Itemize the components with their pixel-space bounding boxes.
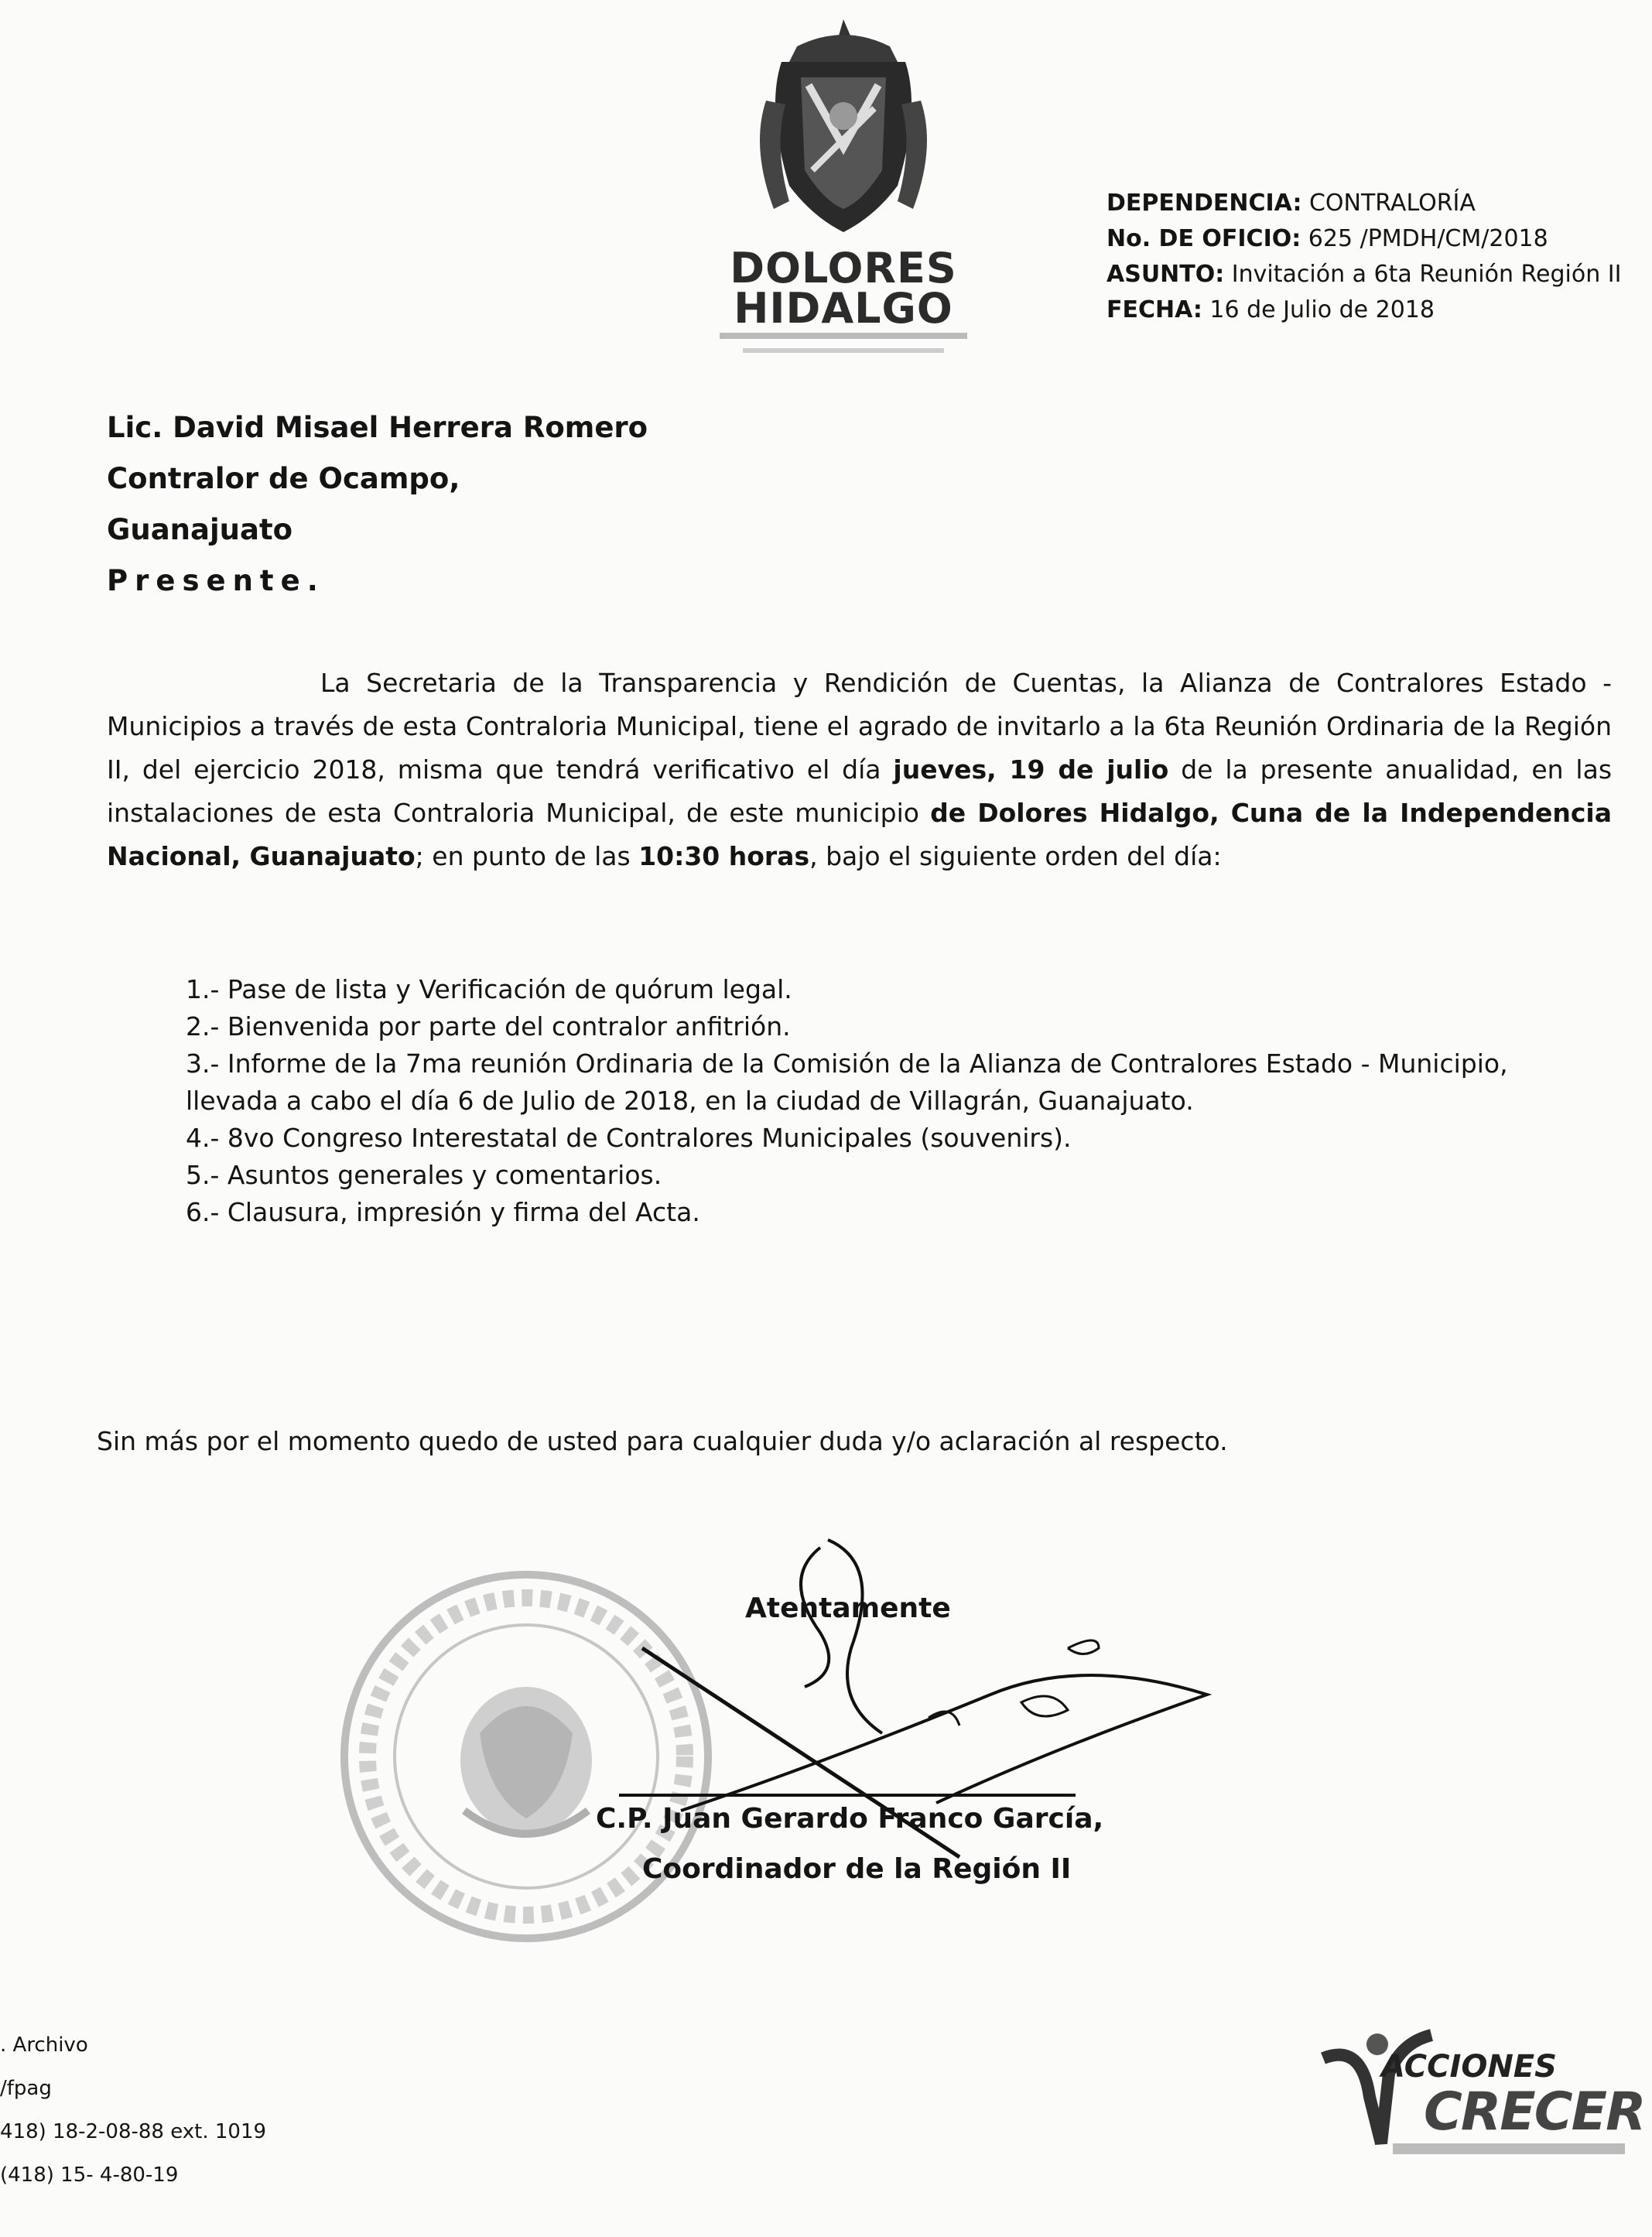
agenda-item: 4.- 8vo Congreso Interestatal de Contralores Municipales (souvenirs). — [186, 1123, 1072, 1153]
dolores-hidalgo-logo — [720, 15, 967, 356]
addressee-position: Contralor de Ocampo, — [107, 462, 460, 495]
asunto-row — [1106, 257, 1648, 292]
fecha-value: 16 de Julio de 2018 — [1202, 296, 1435, 323]
body-text-part1: La Secretaria de la Transparencia y Rendición de Cuentas, la Alianza de Contralores Estado - Municipios a través de esta Contraloria Municipal, tiene el agrado de invitarlo a la 6ta Reunión Ordinaria de la Región II, del ejercicio 2018, misma que tendrá verificativo el día — [107, 668, 1612, 785]
dependencia-label: DEPENDENCIA: — [1106, 190, 1302, 217]
agenda-list — [186, 971, 1625, 1231]
agenda-item: 6.- Clausura, impresión y firma del Acta. — [186, 1197, 700, 1227]
body-place-bold: de Dolores Hidalgo, Cuna de la Independencia Nacional, Guanajuato — [107, 798, 1612, 871]
coat-of-arms-icon — [720, 15, 967, 248]
agenda-item: 2.- Bienvenida por parte del contralor anfitrión. — [186, 1011, 791, 1042]
logo-text-dolores: DOLORES — [730, 244, 957, 292]
footer-phone-1: 418) 18-2-08-88 ext. 1019 — [0, 2120, 267, 2143]
agenda-item: 5.- Asuntos generales y comentarios. — [186, 1160, 662, 1190]
dependencia-row — [1106, 186, 1648, 221]
logo-tagline-graphic — [712, 329, 975, 360]
addressee-presente: Presente. — [107, 564, 325, 597]
signer-title: Coordinador de la Región II — [642, 1853, 1072, 1885]
fecha-label: FECHA: — [1106, 296, 1202, 323]
agenda-item: 3.- Informe de la 7ma reunión Ordinaria de la Comisión de la Alianza de Contraloreѕ Estado - Municipio, — [186, 1048, 1508, 1079]
addressee-block — [107, 402, 648, 607]
asunto-label: ASUNTO: — [1106, 261, 1225, 288]
addressee-name: Lic. David Misael Herrera Romero — [107, 411, 648, 444]
agenda-item: 1.- Pase de lista y Verificación de quórum legal. — [186, 974, 792, 1004]
fecha-row — [1106, 292, 1648, 328]
footer-archivo: . Archivo — [0, 2033, 88, 2057]
footer-phone-2: (418) 15- 4-80-19 — [0, 2163, 179, 2187]
body-paragraph — [107, 662, 1612, 878]
body-text-part2: de la presente anualidad, en las instalaciones de esta Contraloria Municipal, de este municipio — [107, 754, 1613, 828]
closing-line: Sin más por el momento quedo de usted para cualquier duda y/o aclaración al respecto. — [97, 1426, 1228, 1456]
oficio-row — [1106, 221, 1648, 257]
body-date-bold: jueves, 19 de julio — [893, 754, 1169, 785]
asunto-value: Invitación a 6ta Reunión Región II — [1224, 261, 1622, 288]
footer-initials: /fpag — [0, 2077, 52, 2100]
acciones-logo-word1: ACCIONES — [1381, 2049, 1557, 2085]
body-text-part3: ; en punto de las — [415, 841, 639, 871]
body-time-bold: 10:30 horas — [638, 841, 810, 871]
document-header-info — [1106, 186, 1648, 328]
oficio-value: 625 /PMDH/CM/2018 — [1301, 225, 1548, 252]
acciones-logo-word2: CRECER — [1424, 2081, 1645, 2143]
logo-text-hidalgo: HIDALGO — [734, 284, 953, 333]
footer-notes — [0, 2023, 266, 2197]
body-text-part4: , bajo el siguiente orden del día: — [809, 841, 1222, 871]
signature-atentamente: Atentamente — [745, 1592, 951, 1624]
handwritten-signature — [588, 1532, 1254, 1888]
dependencia-value: CONTRALORÍA — [1301, 190, 1476, 217]
addressee-state: Guanajuato — [107, 513, 293, 546]
agenda-item-continuation: llevada a cabo el día 6 de Julio de 2018, en la ciudad de Villagrán, Guanajuato. — [186, 1086, 1194, 1116]
signer-name: C.P. Juan Gerardo Franco García, — [596, 1803, 1104, 1835]
oficio-label: No. DE OFICIO: — [1106, 225, 1301, 252]
